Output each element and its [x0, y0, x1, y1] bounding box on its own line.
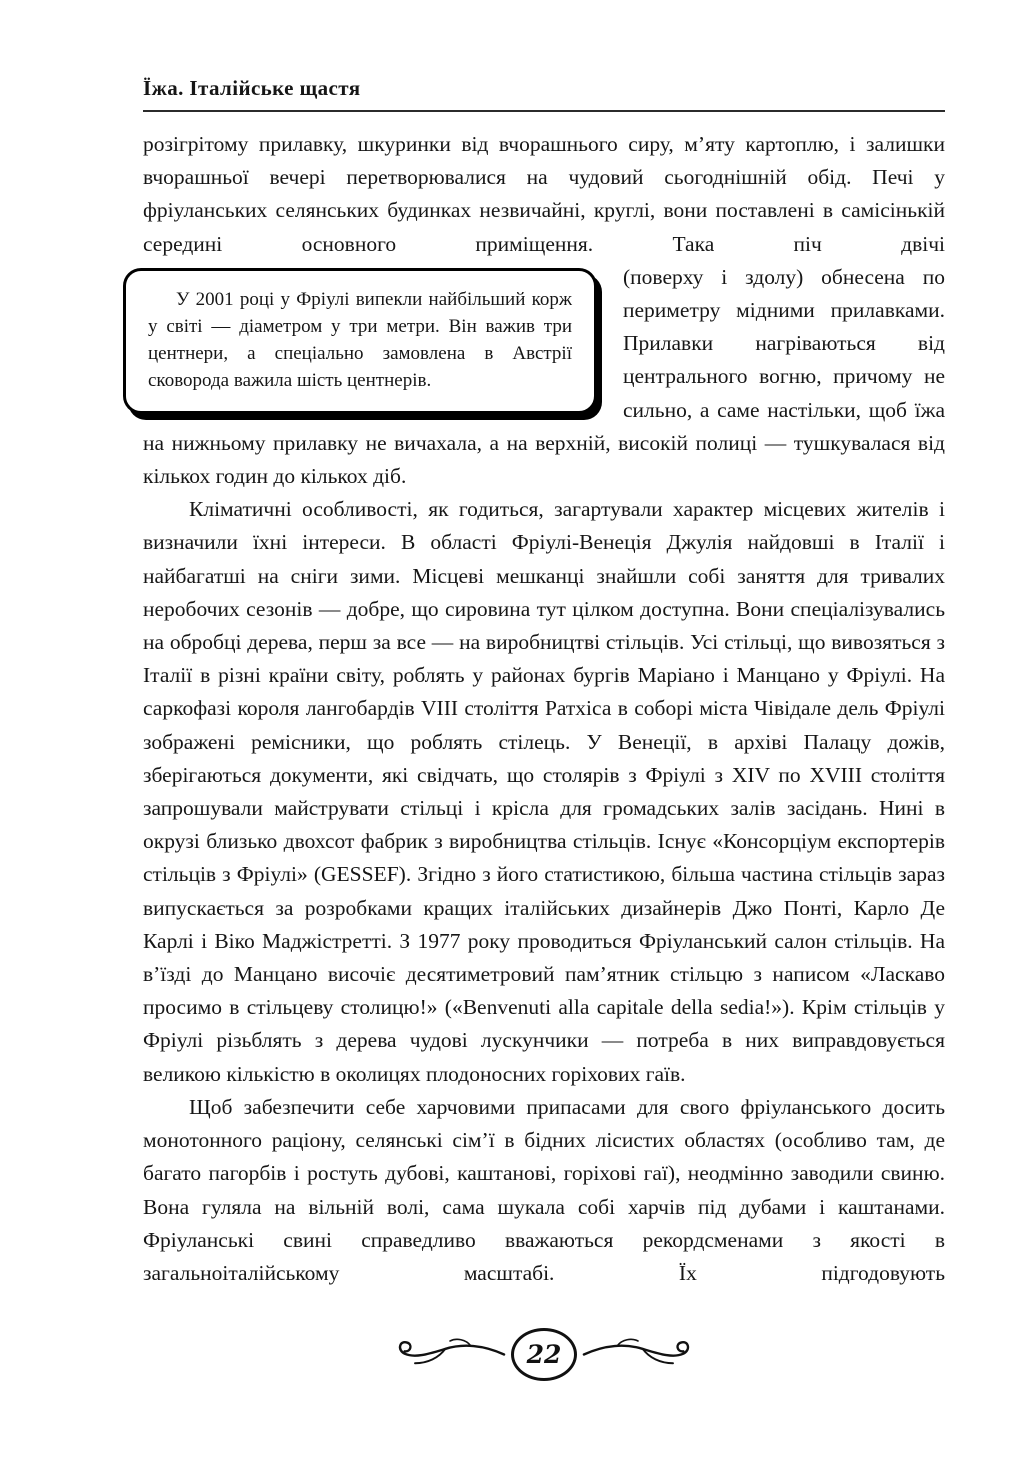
page-number: 22 [526, 1340, 562, 1369]
page-number-badge [511, 1328, 577, 1381]
header-rule [143, 110, 945, 112]
paragraph-1-continued-text: (поверху і здолу) обнесена по периметру мідними прилавками. Прилавки нагріваються від центрального вогню, причому не сильно, а саме настільки, щоб їжа на нижньому прилавку не вичахала, а на верхній, високій полиці — тушкувалася від кількох годин до кількох діб. [143, 264, 945, 489]
running-header [143, 76, 945, 110]
paragraph-3: Щоб забезпечити себе харчовими припасами для свого фріуланського досить монотонного раціону, селянські сім’ї в бідних лісистих областях (особливо там, де багато пагорбів і ростуть дубові, каштанові, горіхові гаї), неодмінно заводили свиню. Вона гуляла на вільній волі, сама шукала собі харчів під дубами і каштанами. Фріуланські свині справедливо вважаються рекордсменами з якості в загальноіталійському масштабі. Їх підгодовують [143, 1094, 945, 1285]
paragraph-1-continued [143, 261, 945, 493]
page-footer [143, 1328, 945, 1381]
paragraph-1: розігрітому прилавку, шкуринки від вчорашнього сиру, м’яту картоплю, і залишки вчорашньої вечері перетворювалися на чудовий сьогоднішній обід. Печі у фріуланських селянських будинках незвичайні, круглі, вони поставлені в самісінькій середині основного приміщення. Така піч двічі [143, 132, 945, 256]
flourish-left-icon [394, 1337, 506, 1372]
flourish-right-icon [582, 1337, 694, 1372]
running-header-title: Їжа. Італійське щастя [143, 76, 361, 100]
text-column [143, 76, 945, 1290]
callout-box [123, 268, 597, 414]
callout-text: У 2001 році у Фріулі випекли найбільший корж у світі — діаметром у три метри. Він важив три центнери, а спеціально замовлена в Австрії сковорода важила шість центнерів. [148, 288, 572, 391]
body-text [143, 128, 945, 1290]
paragraph-2: Кліматичні особливості, як годиться, загартували характер місцевих жителів і визначили їхні інтереси. В області Фріулі-Венеція Джулія найдовші в Італії і найбагатші на сніги зими. Місцеві мешканці знайшли собі заняття для тривалих неробочих сезонів — добре, що сировина тут цілком доступна. Вони спеціалізувались на обробці дерева, перш за все — на виробництві стільців. Усі стільці, що вивозяться з Італії в різні країни світу, роблять у районах бургів Маріано і Манцано у Фріулі. На саркофазі короля лангобардів VIII століття Ратхіса в соборі міста Чівідале дель Фріулі зображені ремісники, що роблять стілець. У Венеції, в архіві Палацу дожів, зберігаються документи, які свідчать, що столярів з Фріулі з XIV по XVIII століття запрошували майструвати стільці і крісла для громадських залів засідань. Нині в окрузі близько двохсот фабрик з виробництва стільців. Існує «Консорціум експортерів стільців з Фріулі» (GESSEF). Згідно з його статистикою, більша частина стільців зараз випускається за розробками кращих італійських дизайнерів Джо Понті, Карло Де Карлі і Віко Маджістретті. З 1977 року проводиться Фріуланський салон стільців. На в’їзді до Манцано височіє десятиметровий пам’ятник стільцю з написом «Ласкаво просимо в стільцеву столицю!» («Benvenuti alla capitale della sedia!»). Крім стільців у Фріулі різьблять з дерева чудові лускунчики — потреба в них виправдовується великою кількістю в околицях плодоносних горіхових гаїв. [143, 497, 945, 1086]
